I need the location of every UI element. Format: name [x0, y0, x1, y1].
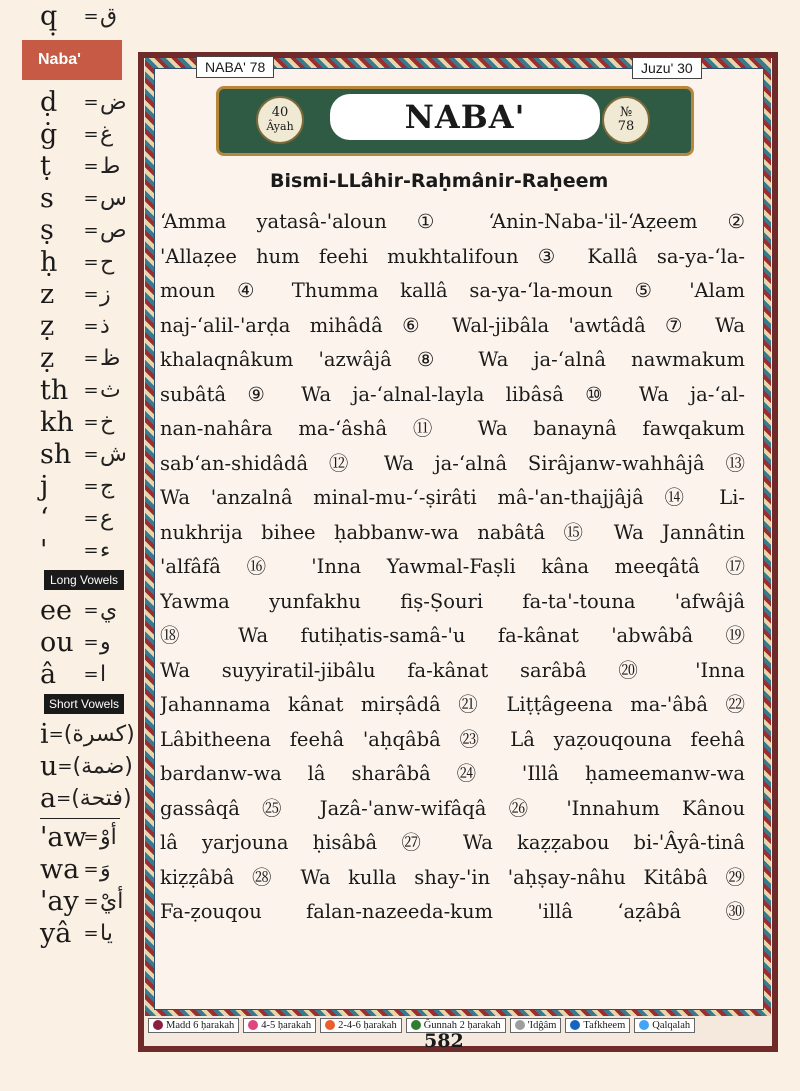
legend-item: [148, 1018, 239, 1033]
diph-latin: yâ: [40, 917, 72, 949]
short-eq: =: [57, 755, 73, 777]
consonants-eq: =: [83, 219, 99, 241]
consonants-latin: th: [40, 374, 69, 406]
consonants-row: [0, 118, 130, 150]
consonants-row: [0, 438, 130, 470]
top-row: [0, 0, 130, 32]
long-eq: =: [83, 663, 99, 685]
verse-line: Lâbitheena feehâ 'aḥqâbâ ㉓ Lâ yaẓouqouna feehâ: [160, 727, 745, 751]
consonants-ar: ذ: [100, 313, 110, 339]
verse-line: ʻAmma yatasâ-'aloun ① ʻAnin-Naba-'il-ʻAẓeem ②: [160, 210, 745, 233]
long-ar: ي: [100, 597, 118, 623]
verse-line: kiẓẓâbâ ㉘ Wa kulla shay-'in 'aḥṣay-nâhu Kitâbâ ㉙: [160, 865, 745, 889]
consonants-latin: j: [40, 470, 49, 502]
verse-line: subâtâ ⑨ Wa ja-ʻalnal-layla libâsâ ⑩ Wa ja-ʻal-: [160, 382, 745, 406]
legend-item: [634, 1018, 695, 1033]
legend-item: [320, 1018, 402, 1033]
diph-latin: 'ay: [40, 885, 79, 917]
ayah-count: 40: [271, 105, 289, 120]
verse-line: 'Allaẓee hum feehi mukhtalifoun ③ Kallâ sa-ya-ʻla-: [160, 244, 745, 268]
long-row: [0, 626, 130, 658]
surah-title: NABA': [330, 94, 600, 140]
consonants-row: [0, 342, 130, 374]
verse-line: 'alfâfâ ⑯ 'Inna Yawmal-Faṣli kâna meeqâtâ ⑰: [160, 555, 745, 578]
long-vowels-heading: Long Vowels: [44, 570, 124, 590]
legend-color-dot: [325, 1020, 335, 1030]
diph-row: [0, 917, 130, 949]
consonants-row: [0, 534, 130, 566]
consonants-ar: غ: [100, 121, 114, 147]
consonants-ar: س: [100, 185, 127, 211]
verse-line: Yawma yunfakhu fiṣ-Ṣouri fa-ta'-touna 'afwâjâ: [160, 589, 745, 613]
short-row: [0, 782, 130, 814]
long-row: [0, 594, 130, 626]
verse-line: sabʻan-shidâdâ ⑫ Wa ja-ʻalnâ Sirâjanw-wahhâjâ ⑬: [160, 451, 745, 475]
bismillah: Bismi-LLâhir-Raḥmânir-Raḥeem: [270, 170, 609, 192]
consonants-ar: ع: [100, 505, 114, 531]
consonants-eq: =: [83, 347, 99, 369]
consonants-latin: ʻ: [40, 502, 49, 534]
long-latin: ou: [40, 626, 74, 658]
consonants-eq: =: [83, 187, 99, 209]
consonants-latin: ẓ: [40, 310, 55, 342]
consonants-ar: ظ: [100, 345, 121, 371]
legend-color-dot: [639, 1020, 649, 1030]
consonants-ar: ط: [100, 153, 121, 179]
long-row: [0, 658, 130, 690]
surah-tab[interactable]: Naba': [22, 40, 122, 80]
consonants-row: [0, 182, 130, 214]
consonants-row: [0, 278, 130, 310]
divider: [40, 818, 120, 819]
verse-line: ⑱ Wa futiḥatis-samâ-'u fa-kânat 'abwâbâ ⑲: [160, 624, 745, 647]
legend-item: [510, 1018, 562, 1033]
consonants-row: [0, 310, 130, 342]
consonants-ar: ص: [100, 217, 127, 243]
consonants-latin: ṭ: [40, 150, 51, 182]
legend-label: 2-4-6 ḥarakah: [338, 1019, 397, 1031]
consonants-eq: =: [83, 443, 99, 465]
legend-label: 4-5 ḥarakah: [261, 1019, 312, 1031]
legend-color-dot: [153, 1020, 163, 1030]
consonants-row: [0, 246, 130, 278]
consonants-eq: =: [83, 379, 99, 401]
consonants-eq: =: [83, 283, 99, 305]
legend-item: [243, 1018, 316, 1033]
consonants-ar: ث: [100, 377, 121, 403]
long-ar: و: [100, 629, 111, 655]
consonants-latin: ṣ: [40, 214, 54, 246]
consonants-latin: sh: [40, 438, 72, 470]
consonants-eq: =: [83, 155, 99, 177]
consonants-eq: =: [83, 123, 99, 145]
diph-ar: أوْ: [100, 824, 117, 850]
legend-color-dot: [570, 1020, 580, 1030]
verse-line: Fa-ẓouqou falan-nazeeda-kum 'illâ ʻaẓâbâ ㉚: [160, 900, 745, 923]
consonants-latin: ḥ: [40, 246, 58, 278]
long-eq: =: [83, 631, 99, 653]
short-row: [0, 718, 135, 750]
consonants-eq: =: [83, 475, 99, 497]
short-vowels-heading: Short Vowels: [44, 694, 124, 714]
long-latin: â: [40, 658, 57, 690]
top-eq: =: [83, 5, 99, 27]
top-latin: q̣: [40, 0, 58, 32]
consonants-ar: ء: [100, 537, 111, 563]
verse-line: nukhrija bihee ḥabbanw-wa nabâtâ ⑮ Wa Jannâtin: [160, 520, 745, 544]
verse-line: naj-ʻalil-'arḍa mihâdâ ⑥ Wal-jibâla 'awtâdâ ⑦ Wa: [160, 313, 745, 337]
consonants-row: [0, 214, 130, 246]
consonants-row: [0, 374, 130, 406]
short-ar: (كسرة): [63, 721, 135, 747]
short-ar: (ضمة): [72, 753, 133, 779]
consonants-row: [0, 406, 130, 438]
verse-line: Wa suyyiratil-jibâlu fa-kânat sarâbâ ⑳ 'Inna: [160, 658, 745, 682]
diph-latin: 'aw: [40, 821, 87, 853]
consonants-latin: z: [40, 278, 55, 310]
consonants-eq: =: [83, 507, 99, 529]
consonants-row: [0, 470, 130, 502]
verse-line: nan-nahâra ma-ʻâshâ ⑪ Wa banaynâ fawqakum: [160, 417, 745, 440]
short-eq: =: [48, 723, 64, 745]
surah-number-badge: [602, 96, 650, 144]
verse-line: moun ④ Thumma kallâ sa-ya-ʻla-moun ⑤ 'Alam: [160, 279, 745, 302]
consonants-ar: خ: [100, 409, 115, 435]
transliteration-key-sidebar: [0, 0, 135, 1091]
page-number: 582: [424, 1030, 464, 1052]
consonants-latin: s: [40, 182, 54, 214]
verse-line: khalaqnâkum 'azwâjâ ⑧ Wa ja-ʻalnâ nawmakum: [160, 348, 745, 371]
ayah-label: Âyah: [266, 120, 294, 133]
consonants-ar: ض: [100, 89, 127, 115]
diph-ar: وَ: [100, 856, 111, 882]
consonants-ar: ح: [100, 249, 115, 275]
legend-color-dot: [515, 1020, 525, 1030]
surah-number: 78: [617, 119, 635, 134]
diph-eq: =: [83, 890, 99, 912]
consonants-eq: =: [83, 539, 99, 561]
consonants-ar: ش: [100, 441, 127, 467]
short-ar: (فتحة): [71, 785, 132, 811]
legend-label: Ĝunnah 2 ḥarakah: [423, 1019, 501, 1031]
ayah-count-badge: [256, 96, 304, 144]
consonants-latin: ḍ: [40, 86, 58, 118]
verse-line: Jahannama kânat mirṣâdâ ㉑ Liṭṭâgeena ma-'âbâ ㉒: [160, 693, 745, 716]
consonants-latin: ': [40, 534, 48, 566]
diph-ar: يا: [100, 920, 113, 946]
long-latin: ee: [40, 594, 72, 626]
diph-eq: =: [83, 826, 99, 848]
verse-line: gassâqâ ㉕ Jazâ-'anw-wifâqâ ㉖ 'Innahum Kânou: [160, 796, 745, 820]
long-ar: ا: [100, 661, 107, 687]
consonants-eq: =: [83, 251, 99, 273]
consonants-row: [0, 86, 130, 118]
consonants-eq: =: [83, 315, 99, 337]
diph-latin: wa: [40, 853, 80, 885]
diph-eq: =: [83, 922, 99, 944]
verse-line: bardanw-wa lâ sharâbâ ㉔ 'Illâ ḥameemanw-wa: [160, 762, 745, 785]
consonants-latin: ẓ: [40, 342, 55, 374]
legend-label: Madd 6 ḥarakah: [166, 1019, 235, 1031]
consonants-latin: kh: [40, 406, 74, 438]
diph-row: [0, 885, 130, 917]
consonants-eq: =: [83, 91, 99, 113]
diph-row: [0, 853, 130, 885]
short-latin: i: [40, 718, 49, 750]
consonants-ar: ز: [100, 281, 111, 307]
short-latin: u: [40, 750, 58, 782]
consonants-ar: ج: [100, 473, 115, 499]
short-eq: =: [56, 787, 72, 809]
consonants-row: [0, 502, 130, 534]
short-latin: a: [40, 782, 57, 814]
verse-text: [160, 205, 745, 930]
legend-label: Tafkheem: [583, 1019, 626, 1031]
diph-ar: أيْ: [100, 888, 124, 914]
diph-row: [0, 821, 130, 853]
long-eq: =: [83, 599, 99, 621]
consonants-latin: ġ: [40, 118, 58, 150]
top-ar: ق: [100, 3, 118, 29]
verse-line: lâ yarjouna ḥisâbâ ㉗ Wa kaẓẓabou bi-'Âyâ-tinâ: [160, 831, 745, 854]
consonants-row: [0, 150, 130, 182]
diph-eq: =: [83, 858, 99, 880]
surah-number-tag: NABA' 78: [196, 56, 274, 78]
legend-label: Qalqalah: [652, 1019, 691, 1031]
legend-label: 'Idĝâm: [527, 1019, 557, 1031]
legend-color-dot: [248, 1020, 258, 1030]
number-sign: №: [619, 105, 633, 120]
verse-line: Wa 'anzalnâ minal-mu-ʻ-ṣirâti mâ-'an-thajjâjâ ⑭ Li-: [160, 486, 745, 509]
legend-color-dot: [411, 1020, 421, 1030]
juz-tag: Juzu' 30: [632, 57, 702, 79]
consonants-eq: =: [83, 411, 99, 433]
legend-item: [565, 1018, 630, 1033]
short-row: [0, 750, 133, 782]
